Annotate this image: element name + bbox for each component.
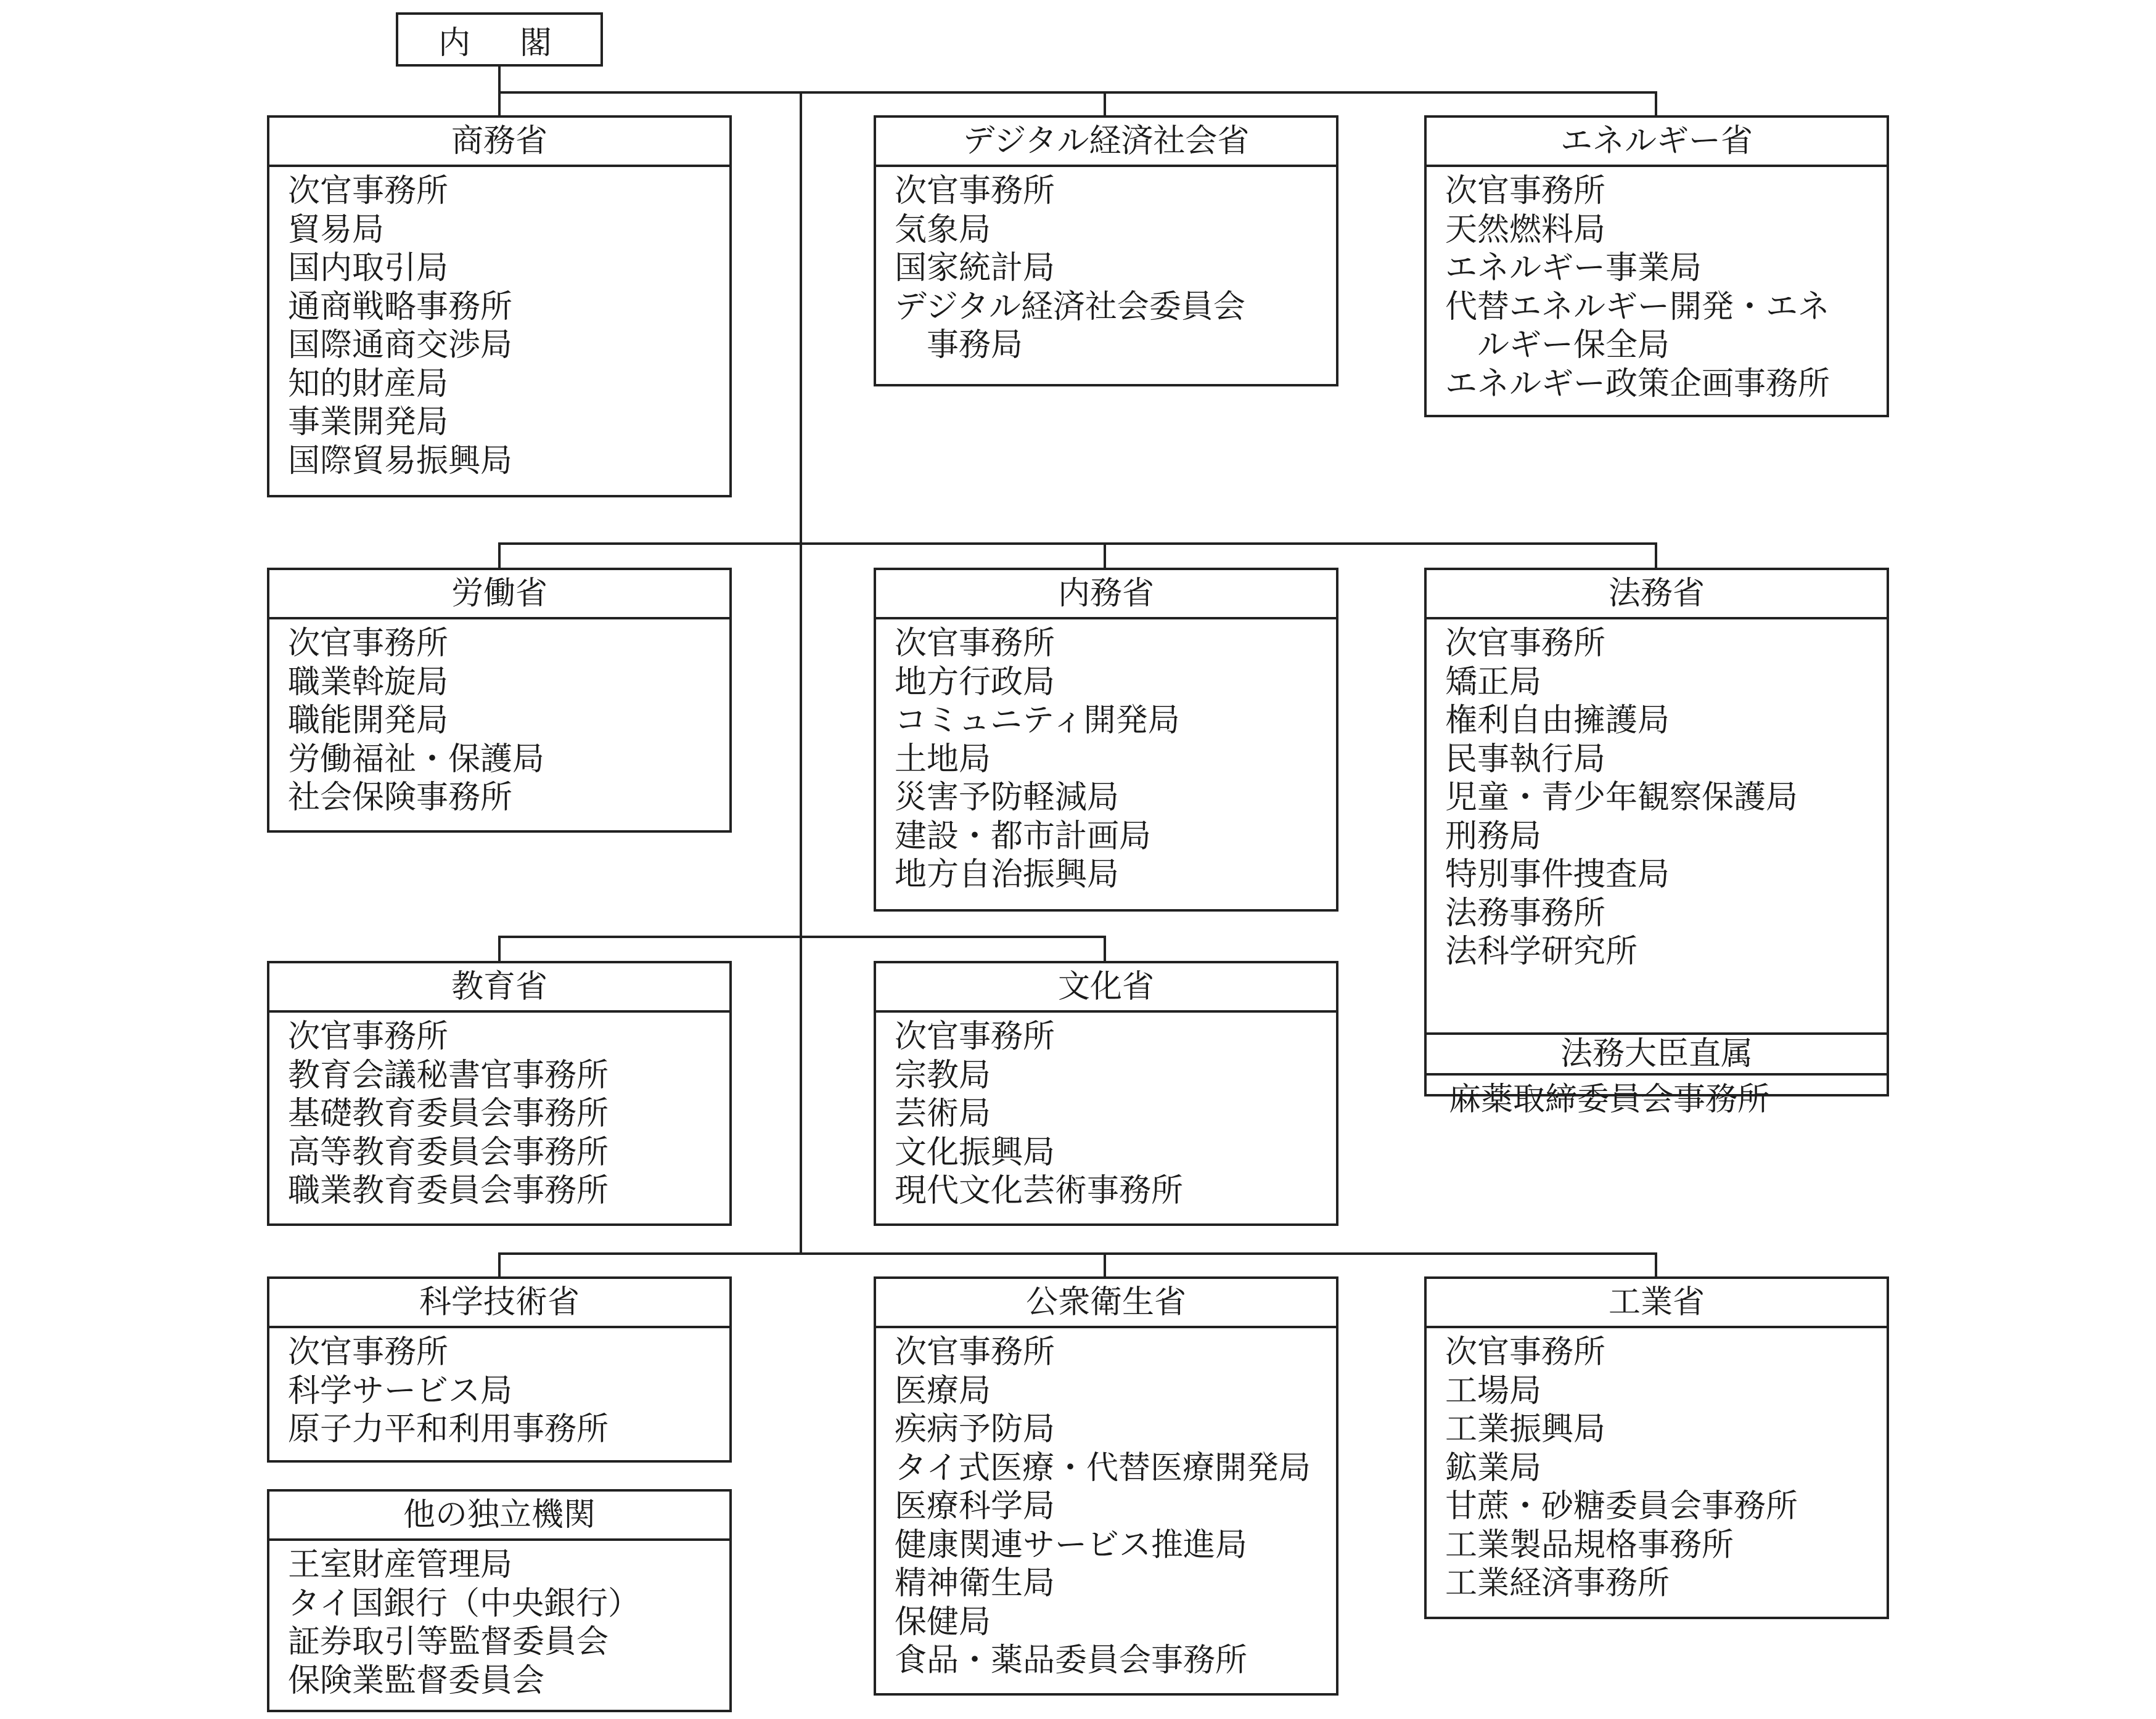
department-item: 次官事務所 — [288, 1334, 449, 1371]
ministry-box-labour — [267, 568, 732, 833]
department-item: 児童・青少年観察保護局 — [1445, 779, 1798, 816]
connector — [498, 936, 501, 962]
department-item: 工業振興局 — [1445, 1411, 1606, 1448]
ministry-box-justice — [1424, 568, 1889, 1118]
department-item: 事務局 — [927, 327, 1023, 364]
department-item: 保険業監督委員会 — [288, 1662, 545, 1699]
connector — [800, 91, 802, 1255]
department-item: 教育会議秘書官事務所 — [288, 1056, 609, 1094]
ministry-box-culture — [874, 961, 1338, 1226]
ministry-box-interior — [874, 568, 1338, 912]
department-item: 次官事務所 — [895, 1334, 1055, 1371]
connector — [498, 91, 1657, 94]
department-item: 次官事務所 — [1445, 173, 1606, 210]
department-item: 法務事務所 — [1445, 894, 1606, 932]
department-item: 芸術局 — [895, 1095, 991, 1132]
direct-under-minister-header: 法務大臣直属 — [1427, 1032, 1887, 1076]
department-item: 王室財産管理局 — [288, 1546, 513, 1583]
department-item: 健康関連サービス推進局 — [895, 1526, 1248, 1564]
ministry-name: 他の独立機関 — [269, 1492, 729, 1541]
connector — [498, 91, 501, 116]
department-item: 職能開発局 — [288, 702, 449, 739]
department-item: 甘蔗・砂糖委員会事務所 — [1445, 1488, 1798, 1525]
connector — [1655, 542, 1657, 568]
ministry-name: 公衆衛生省 — [876, 1279, 1336, 1328]
department-item: 職業教育委員会事務所 — [288, 1172, 609, 1209]
ministry-name: エネルギー省 — [1427, 118, 1887, 167]
department-item: 宗教局 — [895, 1056, 991, 1094]
department-item: 土地局 — [895, 740, 991, 778]
department-item: 文化振興局 — [895, 1133, 1055, 1171]
department-item: 工業製品規格事務所 — [1445, 1526, 1734, 1564]
connector — [498, 542, 501, 568]
department-item: 刑務局 — [1445, 817, 1542, 855]
department-item: 次官事務所 — [895, 1018, 1055, 1055]
department-item: 疾病予防局 — [895, 1411, 1055, 1448]
department-item: 特別事件捜査局 — [1445, 856, 1670, 893]
department-item: 原子力平和利用事務所 — [288, 1411, 609, 1448]
department-item: 知的財産局 — [288, 365, 449, 402]
department-item: 科学サービス局 — [288, 1372, 513, 1410]
department-item: 地方自治振興局 — [895, 856, 1120, 893]
department-item: 医療局 — [895, 1372, 991, 1410]
department-item: ルギー保全局 — [1477, 327, 1670, 364]
ministry-box-industry — [1424, 1276, 1889, 1619]
department-item: 法科学研究所 — [1445, 933, 1638, 970]
ministry-name: 内務省 — [876, 570, 1336, 619]
department-item: 麻薬取締委員会事務所 — [1449, 1081, 1770, 1118]
ministry-box-education — [267, 961, 732, 1226]
ministry-name: 工業省 — [1427, 1279, 1887, 1328]
ministry-name: 労働省 — [269, 570, 729, 619]
department-item: タイ国銀行（中央銀行） — [288, 1585, 640, 1622]
ministry-box-energy — [1424, 115, 1889, 417]
connector — [498, 67, 501, 91]
department-item: タイ式医療・代替医療開発局 — [895, 1449, 1311, 1487]
connector — [1104, 542, 1106, 568]
ministry-box-science — [267, 1276, 732, 1463]
department-item: 次官事務所 — [288, 173, 449, 210]
department-item: エネルギー政策企画事務所 — [1445, 365, 1830, 402]
ministry-name: 文化省 — [876, 963, 1336, 1013]
department-item: 医療科学局 — [895, 1488, 1055, 1525]
department-item: 次官事務所 — [895, 173, 1055, 210]
department-item: 次官事務所 — [1445, 625, 1606, 662]
ministry-name: 商務省 — [269, 118, 729, 167]
ministry-box-health — [874, 1276, 1338, 1696]
department-item: 建設・都市計画局 — [895, 817, 1152, 855]
department-item: 現代文化芸術事務所 — [895, 1172, 1184, 1209]
department-item: 工場局 — [1445, 1372, 1542, 1410]
department-item: 次官事務所 — [895, 625, 1055, 662]
connector — [1104, 936, 1106, 962]
connector — [498, 1252, 501, 1277]
department-item: 社会保険事務所 — [288, 779, 513, 816]
department-item: 国内取引局 — [288, 250, 449, 287]
department-item: 工業経済事務所 — [1445, 1565, 1670, 1602]
department-item: 高等教育委員会事務所 — [288, 1133, 609, 1171]
connector — [1104, 1252, 1106, 1277]
department-item: 国際貿易振興局 — [288, 442, 513, 480]
department-item: 代替エネルギー開発・エネ — [1445, 288, 1830, 325]
department-item: 災害予防軽減局 — [895, 779, 1120, 816]
connector — [1104, 91, 1106, 116]
department-item: 基礎教育委員会事務所 — [288, 1095, 609, 1132]
department-item: 保健局 — [895, 1603, 991, 1641]
department-item: 通商戦略事務所 — [288, 288, 513, 325]
department-item: デジタル経済社会委員会 — [895, 288, 1245, 325]
ministry-name: 科学技術省 — [269, 1279, 729, 1328]
connector — [1655, 91, 1657, 116]
connector — [498, 542, 1657, 545]
connector — [498, 1252, 1657, 1255]
department-item: 次官事務所 — [288, 625, 449, 662]
department-item: 労働福祉・保護局 — [288, 740, 545, 778]
department-item: 次官事務所 — [288, 1018, 449, 1055]
department-item: コミュニティ開発局 — [895, 702, 1180, 739]
ministry-name: 教育省 — [269, 963, 729, 1013]
cabinet-box: 内 閣 — [396, 12, 603, 67]
department-item: 気象局 — [895, 211, 991, 248]
ministry-box-independent — [267, 1489, 732, 1712]
department-item: 証券取引等監督委員会 — [288, 1623, 609, 1660]
department-item: 民事執行局 — [1445, 740, 1606, 778]
department-item: 権利自由擁護局 — [1445, 702, 1670, 739]
ministry-name: デジタル経済社会省 — [876, 118, 1336, 167]
department-item: 職業斡旋局 — [288, 663, 449, 701]
department-item: 矯正局 — [1445, 663, 1542, 701]
department-item: 鉱業局 — [1445, 1449, 1542, 1487]
ministry-box-commerce — [267, 115, 732, 497]
department-item: 食品・薬品委員会事務所 — [895, 1642, 1248, 1679]
department-item: 次官事務所 — [1445, 1334, 1606, 1371]
department-item: 精神衛生局 — [895, 1565, 1055, 1602]
connector — [498, 936, 1106, 938]
ministry-box-digital — [874, 115, 1338, 386]
connector — [1655, 1252, 1657, 1277]
department-item: 天然燃料局 — [1445, 211, 1606, 248]
department-item: 国際通商交渉局 — [288, 327, 513, 364]
ministry-name: 法務省 — [1427, 570, 1887, 619]
department-item: 事業開発局 — [288, 404, 449, 441]
department-item: エネルギー事業局 — [1445, 250, 1702, 287]
department-item: 貿易局 — [288, 211, 385, 248]
department-item: 国家統計局 — [895, 250, 1055, 287]
department-item: 地方行政局 — [895, 663, 1055, 701]
